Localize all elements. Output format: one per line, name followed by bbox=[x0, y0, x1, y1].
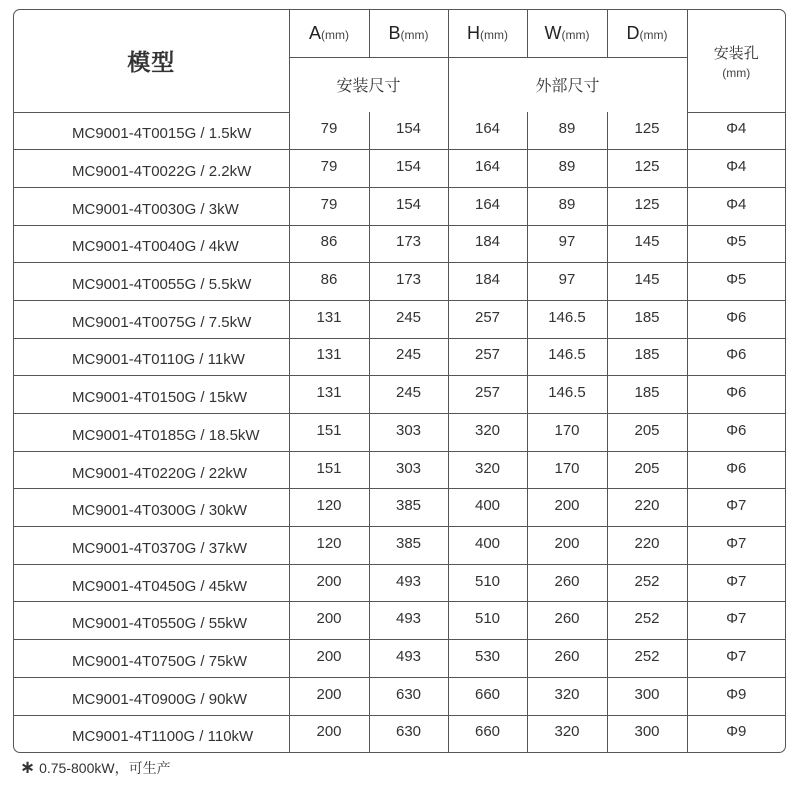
dim-a-cell: 79 bbox=[289, 187, 369, 225]
dim-d-cell: 125 bbox=[607, 150, 687, 188]
dim-h-cell: 164 bbox=[448, 187, 527, 225]
dim-w-cell: 97 bbox=[527, 263, 607, 301]
dim-b-cell: 493 bbox=[369, 602, 448, 640]
dim-w-cell: 146.5 bbox=[527, 376, 607, 414]
hole-column-header bbox=[687, 10, 785, 112]
dim-a-cell: 79 bbox=[289, 150, 369, 188]
dim-d-cell: 185 bbox=[607, 376, 687, 414]
dim-h-cell: 660 bbox=[448, 715, 527, 752]
table-row bbox=[14, 677, 785, 715]
dim-h-cell: 257 bbox=[448, 376, 527, 414]
model-cell: MC9001-4T0055G / 5.5kW bbox=[14, 263, 289, 301]
table-row bbox=[14, 338, 785, 376]
dim-d-cell: 252 bbox=[607, 602, 687, 640]
dim-a-cell: 200 bbox=[289, 677, 369, 715]
dim-letter-h: H bbox=[467, 22, 480, 43]
hole-label: 安装孔 bbox=[713, 44, 759, 62]
model-cell: MC9001-4T0185G / 18.5kW bbox=[14, 414, 289, 452]
dim-unit-h: (mm) bbox=[480, 27, 508, 42]
dim-b-cell: 303 bbox=[369, 414, 448, 452]
model-cell: MC9001-4T0015G / 1.5kW bbox=[14, 112, 289, 150]
dim-letter-b: B bbox=[388, 22, 401, 43]
dim-b-cell: 173 bbox=[369, 225, 448, 263]
model-cell: MC9001-4T0220G / 22kW bbox=[14, 451, 289, 489]
dim-w-cell: 320 bbox=[527, 715, 607, 752]
dim-w-cell: 200 bbox=[527, 527, 607, 565]
dim-d-cell: 185 bbox=[607, 300, 687, 338]
dim-h-cell: 530 bbox=[448, 640, 527, 678]
dim-header-a bbox=[289, 10, 369, 57]
dim-d-cell: 205 bbox=[607, 414, 687, 452]
table-row bbox=[14, 414, 785, 452]
dim-b-cell: 154 bbox=[369, 112, 448, 150]
dim-d-cell: 125 bbox=[607, 187, 687, 225]
dim-b-cell: 630 bbox=[369, 677, 448, 715]
model-cell: MC9001-4T0075G / 7.5kW bbox=[14, 300, 289, 338]
hole-cell: Φ7 bbox=[687, 527, 785, 565]
table-row bbox=[14, 112, 785, 150]
dim-w-cell: 200 bbox=[527, 489, 607, 527]
hole-cell: Φ6 bbox=[687, 376, 785, 414]
model-cell: MC9001-4T0022G / 2.2kW bbox=[14, 150, 289, 188]
model-column-header: 模型 bbox=[14, 10, 289, 112]
dim-h-cell: 510 bbox=[448, 564, 527, 602]
footnote bbox=[20, 757, 171, 778]
dim-d-cell: 145 bbox=[607, 263, 687, 301]
table-row bbox=[14, 150, 785, 188]
model-cell: MC9001-4T0900G / 90kW bbox=[14, 677, 289, 715]
dim-header-h bbox=[448, 10, 527, 57]
hole-cell: Φ4 bbox=[687, 150, 785, 188]
dim-h-cell: 164 bbox=[448, 150, 527, 188]
dim-d-cell: 185 bbox=[607, 338, 687, 376]
dim-w-cell: 97 bbox=[527, 225, 607, 263]
dim-b-cell: 493 bbox=[369, 564, 448, 602]
dim-d-cell: 252 bbox=[607, 564, 687, 602]
table-row bbox=[14, 715, 785, 752]
dim-b-cell: 385 bbox=[369, 527, 448, 565]
dim-letter-d: D bbox=[626, 22, 640, 43]
dim-h-cell: 164 bbox=[448, 112, 527, 150]
dim-d-cell: 300 bbox=[607, 715, 687, 752]
model-cell: MC9001-4T0110G / 11kW bbox=[14, 338, 289, 376]
asterisk-icon: ∗ bbox=[20, 757, 36, 777]
dim-b-cell: 630 bbox=[369, 715, 448, 752]
dim-w-cell: 260 bbox=[527, 602, 607, 640]
dim-header-b bbox=[369, 10, 448, 57]
dim-b-cell: 245 bbox=[369, 300, 448, 338]
dim-a-cell: 151 bbox=[289, 451, 369, 489]
dim-h-cell: 257 bbox=[448, 338, 527, 376]
dim-unit-b: (mm) bbox=[400, 27, 429, 42]
hole-unit: (mm) bbox=[722, 65, 751, 80]
dim-w-cell: 260 bbox=[527, 564, 607, 602]
model-cell: MC9001-4T0550G / 55kW bbox=[14, 602, 289, 640]
dim-header-w bbox=[527, 10, 607, 57]
dim-w-cell: 170 bbox=[527, 414, 607, 452]
dim-b-cell: 154 bbox=[369, 150, 448, 188]
dim-header-d bbox=[607, 10, 687, 57]
dim-a-cell: 200 bbox=[289, 602, 369, 640]
dim-b-cell: 173 bbox=[369, 263, 448, 301]
dim-w-cell: 260 bbox=[527, 640, 607, 678]
dim-w-cell: 89 bbox=[527, 187, 607, 225]
dim-unit-w: (mm) bbox=[561, 27, 590, 42]
table-row bbox=[14, 527, 785, 565]
model-cell: MC9001-4T0040G / 4kW bbox=[14, 225, 289, 263]
dim-b-cell: 245 bbox=[369, 376, 448, 414]
dim-w-cell: 146.5 bbox=[527, 338, 607, 376]
hole-cell: Φ6 bbox=[687, 451, 785, 489]
hole-cell: Φ9 bbox=[687, 715, 785, 752]
dim-a-cell: 200 bbox=[289, 564, 369, 602]
table-row bbox=[14, 225, 785, 263]
hole-cell: Φ9 bbox=[687, 677, 785, 715]
dim-h-cell: 257 bbox=[448, 300, 527, 338]
dim-h-cell: 510 bbox=[448, 602, 527, 640]
dim-h-cell: 184 bbox=[448, 225, 527, 263]
dim-a-cell: 79 bbox=[289, 112, 369, 150]
table-row bbox=[14, 187, 785, 225]
dim-d-cell: 252 bbox=[607, 640, 687, 678]
dim-w-cell: 89 bbox=[527, 112, 607, 150]
dim-d-cell: 125 bbox=[607, 112, 687, 150]
hole-cell: Φ7 bbox=[687, 602, 785, 640]
model-cell: MC9001-4T1100G / 110kW bbox=[14, 715, 289, 752]
dim-h-cell: 660 bbox=[448, 677, 527, 715]
dim-a-cell: 151 bbox=[289, 414, 369, 452]
dim-h-cell: 320 bbox=[448, 414, 527, 452]
hole-cell: Φ5 bbox=[687, 225, 785, 263]
table-row bbox=[14, 640, 785, 678]
dimension-table bbox=[14, 10, 785, 752]
dim-h-cell: 184 bbox=[448, 263, 527, 301]
model-cell: MC9001-4T0370G / 37kW bbox=[14, 527, 289, 565]
dim-b-cell: 493 bbox=[369, 640, 448, 678]
dim-a-cell: 86 bbox=[289, 263, 369, 301]
install-size-header: 安装尺寸 bbox=[289, 57, 448, 112]
hole-cell: Φ6 bbox=[687, 338, 785, 376]
dim-b-cell: 303 bbox=[369, 451, 448, 489]
dim-w-cell: 170 bbox=[527, 451, 607, 489]
table-row bbox=[14, 376, 785, 414]
dim-b-cell: 154 bbox=[369, 187, 448, 225]
footnote-text: 0.75-800kW，可生产 bbox=[39, 760, 171, 776]
dim-a-cell: 86 bbox=[289, 225, 369, 263]
dim-w-cell: 320 bbox=[527, 677, 607, 715]
model-cell: MC9001-4T0450G / 45kW bbox=[14, 564, 289, 602]
dim-a-cell: 200 bbox=[289, 715, 369, 752]
dim-h-cell: 320 bbox=[448, 451, 527, 489]
hole-cell: Φ4 bbox=[687, 187, 785, 225]
table-row bbox=[14, 300, 785, 338]
dim-w-cell: 146.5 bbox=[527, 300, 607, 338]
table-row bbox=[14, 602, 785, 640]
table-row bbox=[14, 451, 785, 489]
hole-cell: Φ7 bbox=[687, 640, 785, 678]
spec-table bbox=[13, 9, 786, 753]
hole-cell: Φ5 bbox=[687, 263, 785, 301]
table-body bbox=[14, 112, 785, 752]
dim-d-cell: 220 bbox=[607, 489, 687, 527]
dim-w-cell: 89 bbox=[527, 150, 607, 188]
hole-cell: Φ6 bbox=[687, 414, 785, 452]
dim-letter-a: A bbox=[309, 22, 322, 43]
dim-a-cell: 131 bbox=[289, 376, 369, 414]
dim-a-cell: 131 bbox=[289, 338, 369, 376]
dim-b-cell: 385 bbox=[369, 489, 448, 527]
dim-h-cell: 400 bbox=[448, 489, 527, 527]
dim-d-cell: 220 bbox=[607, 527, 687, 565]
model-cell: MC9001-4T0150G / 15kW bbox=[14, 376, 289, 414]
dim-a-cell: 120 bbox=[289, 527, 369, 565]
dim-unit-a: (mm) bbox=[321, 27, 349, 42]
model-cell: MC9001-4T0750G / 75kW bbox=[14, 640, 289, 678]
hole-cell: Φ7 bbox=[687, 564, 785, 602]
dim-d-cell: 145 bbox=[607, 225, 687, 263]
dim-letter-w: W bbox=[544, 22, 562, 43]
dim-a-cell: 120 bbox=[289, 489, 369, 527]
hole-cell: Φ7 bbox=[687, 489, 785, 527]
dim-a-cell: 131 bbox=[289, 300, 369, 338]
table-row bbox=[14, 489, 785, 527]
model-cell: MC9001-4T0300G / 30kW bbox=[14, 489, 289, 527]
dim-unit-d: (mm) bbox=[639, 27, 668, 42]
model-cell: MC9001-4T0030G / 3kW bbox=[14, 187, 289, 225]
external-size-header: 外部尺寸 bbox=[448, 57, 687, 112]
table-row bbox=[14, 263, 785, 301]
dim-d-cell: 300 bbox=[607, 677, 687, 715]
dim-a-cell: 200 bbox=[289, 640, 369, 678]
hole-cell: Φ6 bbox=[687, 300, 785, 338]
table-row bbox=[14, 564, 785, 602]
dim-h-cell: 400 bbox=[448, 527, 527, 565]
hole-cell: Φ4 bbox=[687, 112, 785, 150]
dim-b-cell: 245 bbox=[369, 338, 448, 376]
dim-d-cell: 205 bbox=[607, 451, 687, 489]
